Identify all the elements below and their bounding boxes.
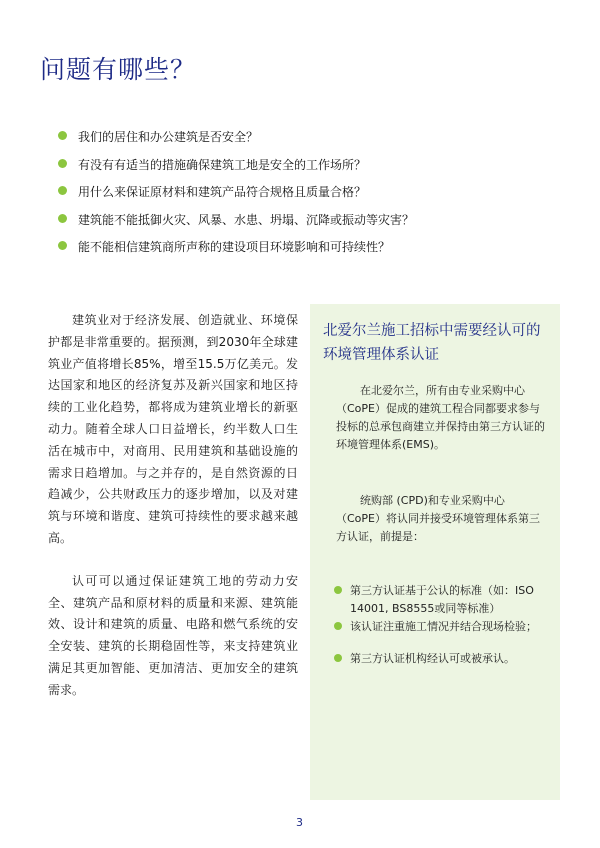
condition-item	[334, 582, 554, 618]
body-text	[48, 310, 298, 702]
question-item	[58, 156, 414, 184]
bullet-icon	[58, 159, 67, 168]
question-text: 有没有有适当的措施确保建筑工地是安全的工作场所？	[78, 157, 367, 172]
question-item	[58, 128, 414, 156]
condition-item	[334, 618, 554, 636]
condition-text: 该认证注重施工情况并结合现场检验；	[350, 620, 537, 633]
question-text: 我们的居住和办公建筑是否安全？	[78, 130, 259, 144]
bullet-icon	[58, 186, 67, 195]
body-paragraph: 认可可以通过保证建筑工地的劳动力安全、建筑产品和原材料的质量和来源、建筑能效、设计和建筑的质量、电路和燃气系统的安全安装、建筑的长期稳固性等，来支持建筑业满足其更加智能、更加清洁、更加安全的建筑需求。	[48, 573, 298, 697]
sidebar-title: 北爱尔兰施工招标中需要经认可的环境管理体系认证	[323, 323, 541, 363]
body-paragraph: 建筑业对于经济发展、创造就业、环境保护都是非常重要的。据预测，到2030年全球建筑业产值将增长85%，增至15.5万亿美元。发达国家和地区的经济复苏及新兴国家和地区持续的工业化趋势，都将成为建筑业增长的新驱动力。随着全球人口日益增长，约半数人口生活在城市中，对商用、民用建筑和基础设施的需求日趋增加。与之并存的，是自然资源的日趋减少，公共财政压力的逐步增加，以及对建筑与环境和谐度、建筑可持续性的要求越来越高。	[48, 313, 298, 545]
condition-item	[334, 650, 554, 668]
question-text: 用什么来保证原材料和建筑产品符合规格且质量合格？	[78, 185, 367, 199]
sidebar-box	[310, 304, 560, 800]
condition-text: 第三方认证机构经认可或被承认。	[350, 652, 515, 665]
bullet-icon	[58, 214, 67, 223]
bullet-icon	[58, 131, 67, 140]
question-text: 能不能相信建筑商所声称的建设项目环境影响和可持续性？	[78, 240, 391, 254]
sidebar-paragraph: 统购部 (CPD)和专业采购中心（CoPE）将认同并接受环境管理体系第三方认证，前提是：	[336, 494, 540, 543]
bullet-icon	[334, 586, 342, 594]
bullet-icon	[334, 654, 342, 662]
question-text: 建筑能不能抵御火灾、风暴、水患、坍塌、沉降或振动等灾害？	[78, 212, 415, 227]
page-title: 问题有哪些？	[40, 55, 197, 84]
sidebar-paragraph: 在北爱尔兰，所有由专业采购中心（CoPE）促成的建筑工程合同都要求参与投标的总承包商建立并保持由第三方认证的环境管理体系(EMS)。	[336, 384, 545, 451]
question-item	[58, 238, 414, 266]
bullet-icon	[58, 241, 67, 250]
page-number: 3	[296, 816, 303, 829]
question-item	[58, 211, 414, 239]
condition-text: 第三方认证基于公认的标准（如：ISO 14001, BS8555或同等标准）	[350, 584, 534, 615]
condition-list	[334, 582, 554, 668]
question-item	[58, 183, 414, 211]
question-list	[58, 128, 414, 266]
bullet-icon	[334, 622, 342, 630]
